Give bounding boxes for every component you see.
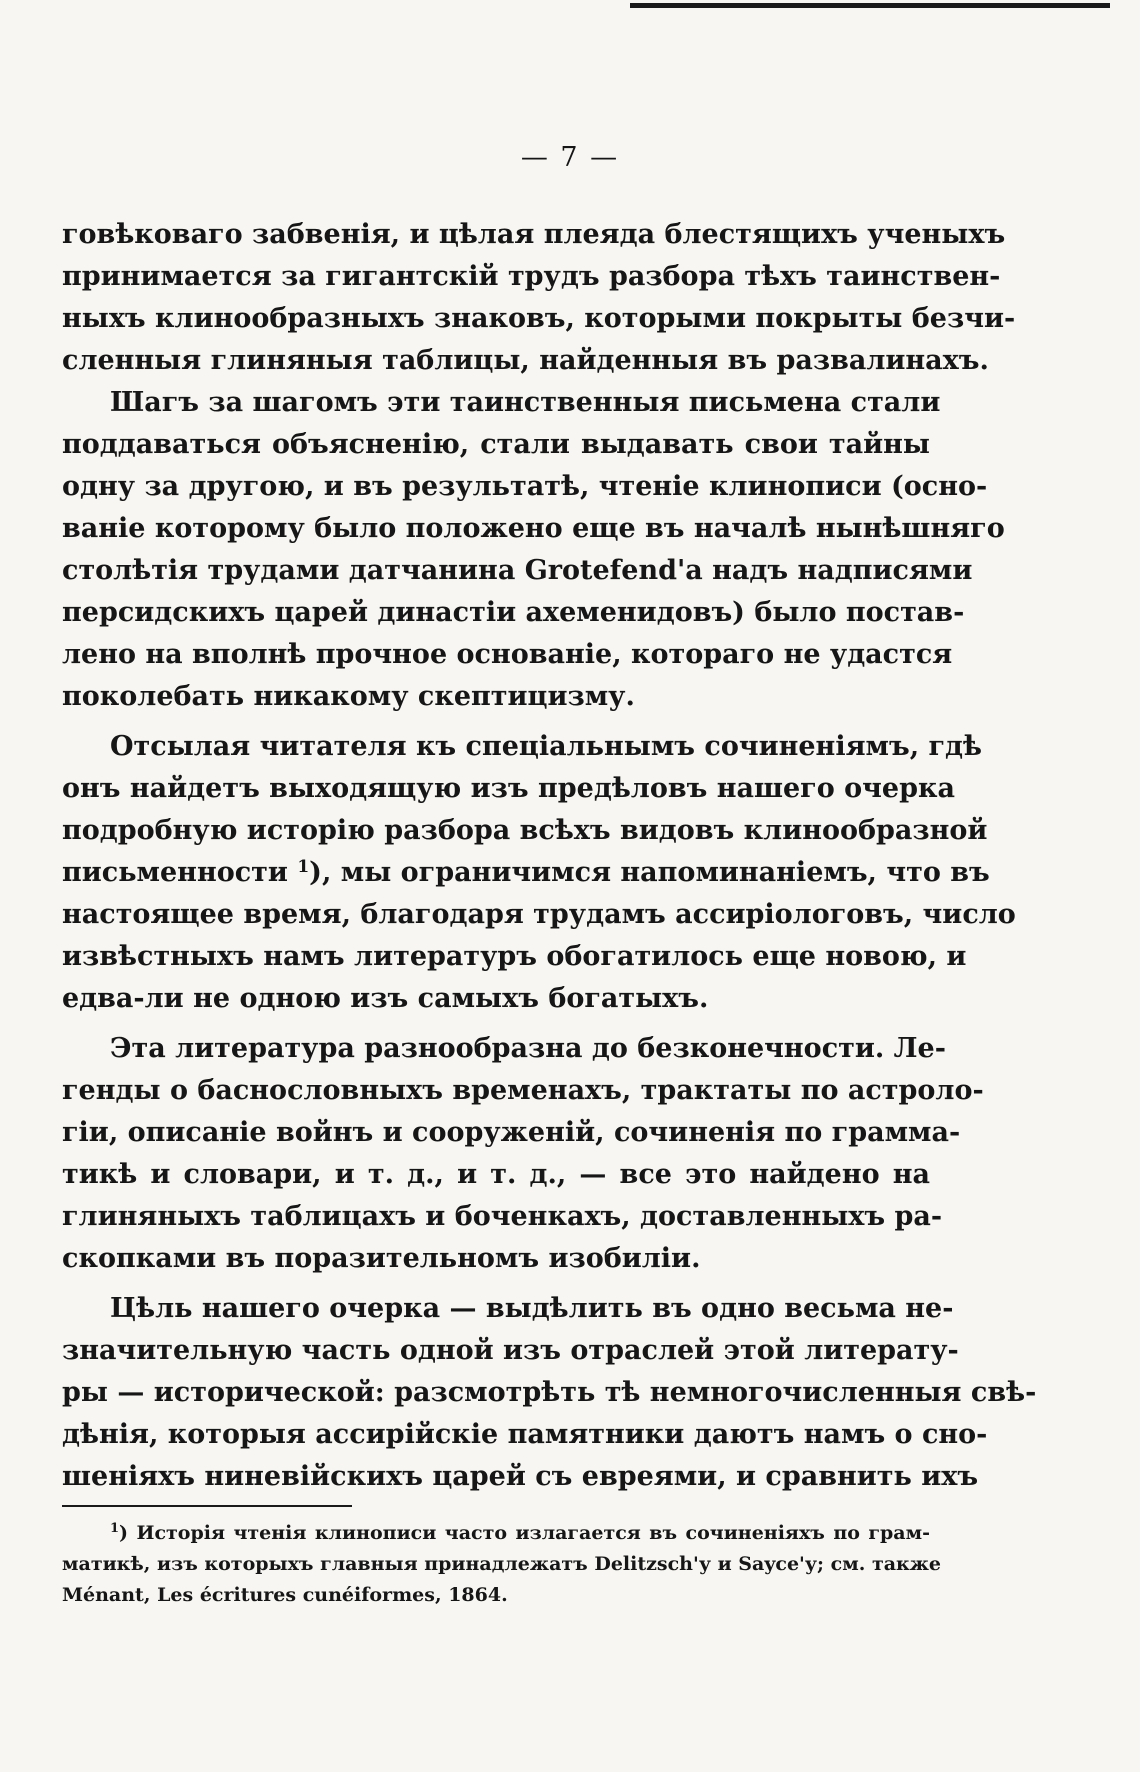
text-line: одну за другою, и въ результатѣ, чтеніе клинописи (осно- [62, 471, 988, 502]
text-line: лено на вполнѣ прочное основаніе, котораго не удастся [62, 639, 953, 670]
text-line: Отсылая читателя къ спеціальнымъ сочиненіямъ, гдѣ [110, 731, 983, 762]
text-line: ваніе которому было положено еще въ началѣ нынѣшняго [62, 513, 1005, 544]
text-line: Шагъ за шагомъ эти таинственныя письмена стали [110, 387, 941, 418]
footnote-reference: 1 [297, 857, 310, 877]
text-line: говѣковаго забвенія, и цѣлая плеяда блестящихъ ученыхъ [62, 219, 1006, 250]
text-line: поддаваться объясненію, стали выдавать свои тайны [62, 429, 930, 460]
text-line: Цѣль нашего очерка — выдѣлить въ одно весьма не- [110, 1293, 954, 1324]
footnote-rule [62, 1505, 352, 1507]
text-line: едва-ли не одною изъ самыхъ богатыхъ. [62, 983, 709, 1014]
footnote-line: Ménant, Les écritures cunéiformes, 1864. [62, 1584, 508, 1606]
text-line: поколебать никакому скептицизму. [62, 681, 635, 712]
text-line: шеніяхъ ниневійскихъ царей съ евреями, и сравнить ихъ [62, 1461, 979, 1492]
footnote-line: матикѣ, изъ которыхъ главныя принадлежатъ Delitzsch'у и Sayce'у; см. также [62, 1553, 942, 1575]
text-line: настоящее время, благодаря трудамъ ассиріологовъ, число [62, 899, 1016, 930]
text-line: значительную часть одной изъ отраслей этой литерату- [62, 1335, 959, 1366]
footnote-text: ) Исторія чтенія клинописи часто излагается въ сочиненіяхъ по грам- [119, 1522, 930, 1544]
text-line-with-footnote-ref [62, 852, 990, 894]
main-text [62, 214, 1037, 1498]
text-line: персидскихъ царей династіи ахеменидовъ) было постав- [62, 597, 965, 628]
footnote-marker: 1 [110, 1521, 120, 1536]
text-line: глиняныхъ таблицахъ и боченкахъ, доставленныхъ ра- [62, 1201, 943, 1232]
text-line: подробную исторію разбора всѣхъ видовъ клинообразной [62, 815, 988, 846]
text-line: тикѣ и словари, и т. д., и т. д., — все это найдено на [62, 1159, 930, 1190]
text-fragment: письменности [62, 857, 288, 888]
text-line: сленныя глиняныя таблицы, найденныя въ развалинахъ. [62, 345, 989, 376]
text-line: дѣнія, которыя ассирійскіе памятники даютъ намъ о сно- [62, 1419, 988, 1450]
text-fragment: ), мы ограничимся напоминаніемъ, что въ [309, 857, 990, 888]
text-line: ныхъ клинообразныхъ знаковъ, которыми покрыты безчи- [62, 303, 1016, 334]
text-line: извѣстныхъ намъ литературъ обогатилось еще новою, и [62, 941, 967, 972]
text-line: принимается за гигантскій трудъ разбора тѣхъ таинствен- [62, 261, 1001, 292]
text-line: гіи, описаніе войнъ и сооруженій, сочиненія по грамма- [62, 1117, 961, 1148]
text-line: генды о баснословныхъ временахъ, трактаты по астроло- [62, 1075, 984, 1106]
text-line: Эта литература разнообразна до безконечности. Ле- [110, 1033, 946, 1064]
top-edge-rule [630, 3, 1110, 8]
footnote [62, 1518, 942, 1611]
text-line: скопками въ поразительномъ изобиліи. [62, 1243, 701, 1274]
footnote-line [62, 1518, 930, 1549]
text-line: столѣтія трудами датчанина Grotefend'а надъ надписями [62, 555, 973, 586]
text-line: ры — исторической: разсмотрѣть тѣ немногочисленныя свѣ- [62, 1377, 1037, 1408]
text-line: онъ найдетъ выходящую изъ предѣловъ нашего очерка [62, 773, 955, 804]
page-number: — 7 — [520, 142, 620, 173]
